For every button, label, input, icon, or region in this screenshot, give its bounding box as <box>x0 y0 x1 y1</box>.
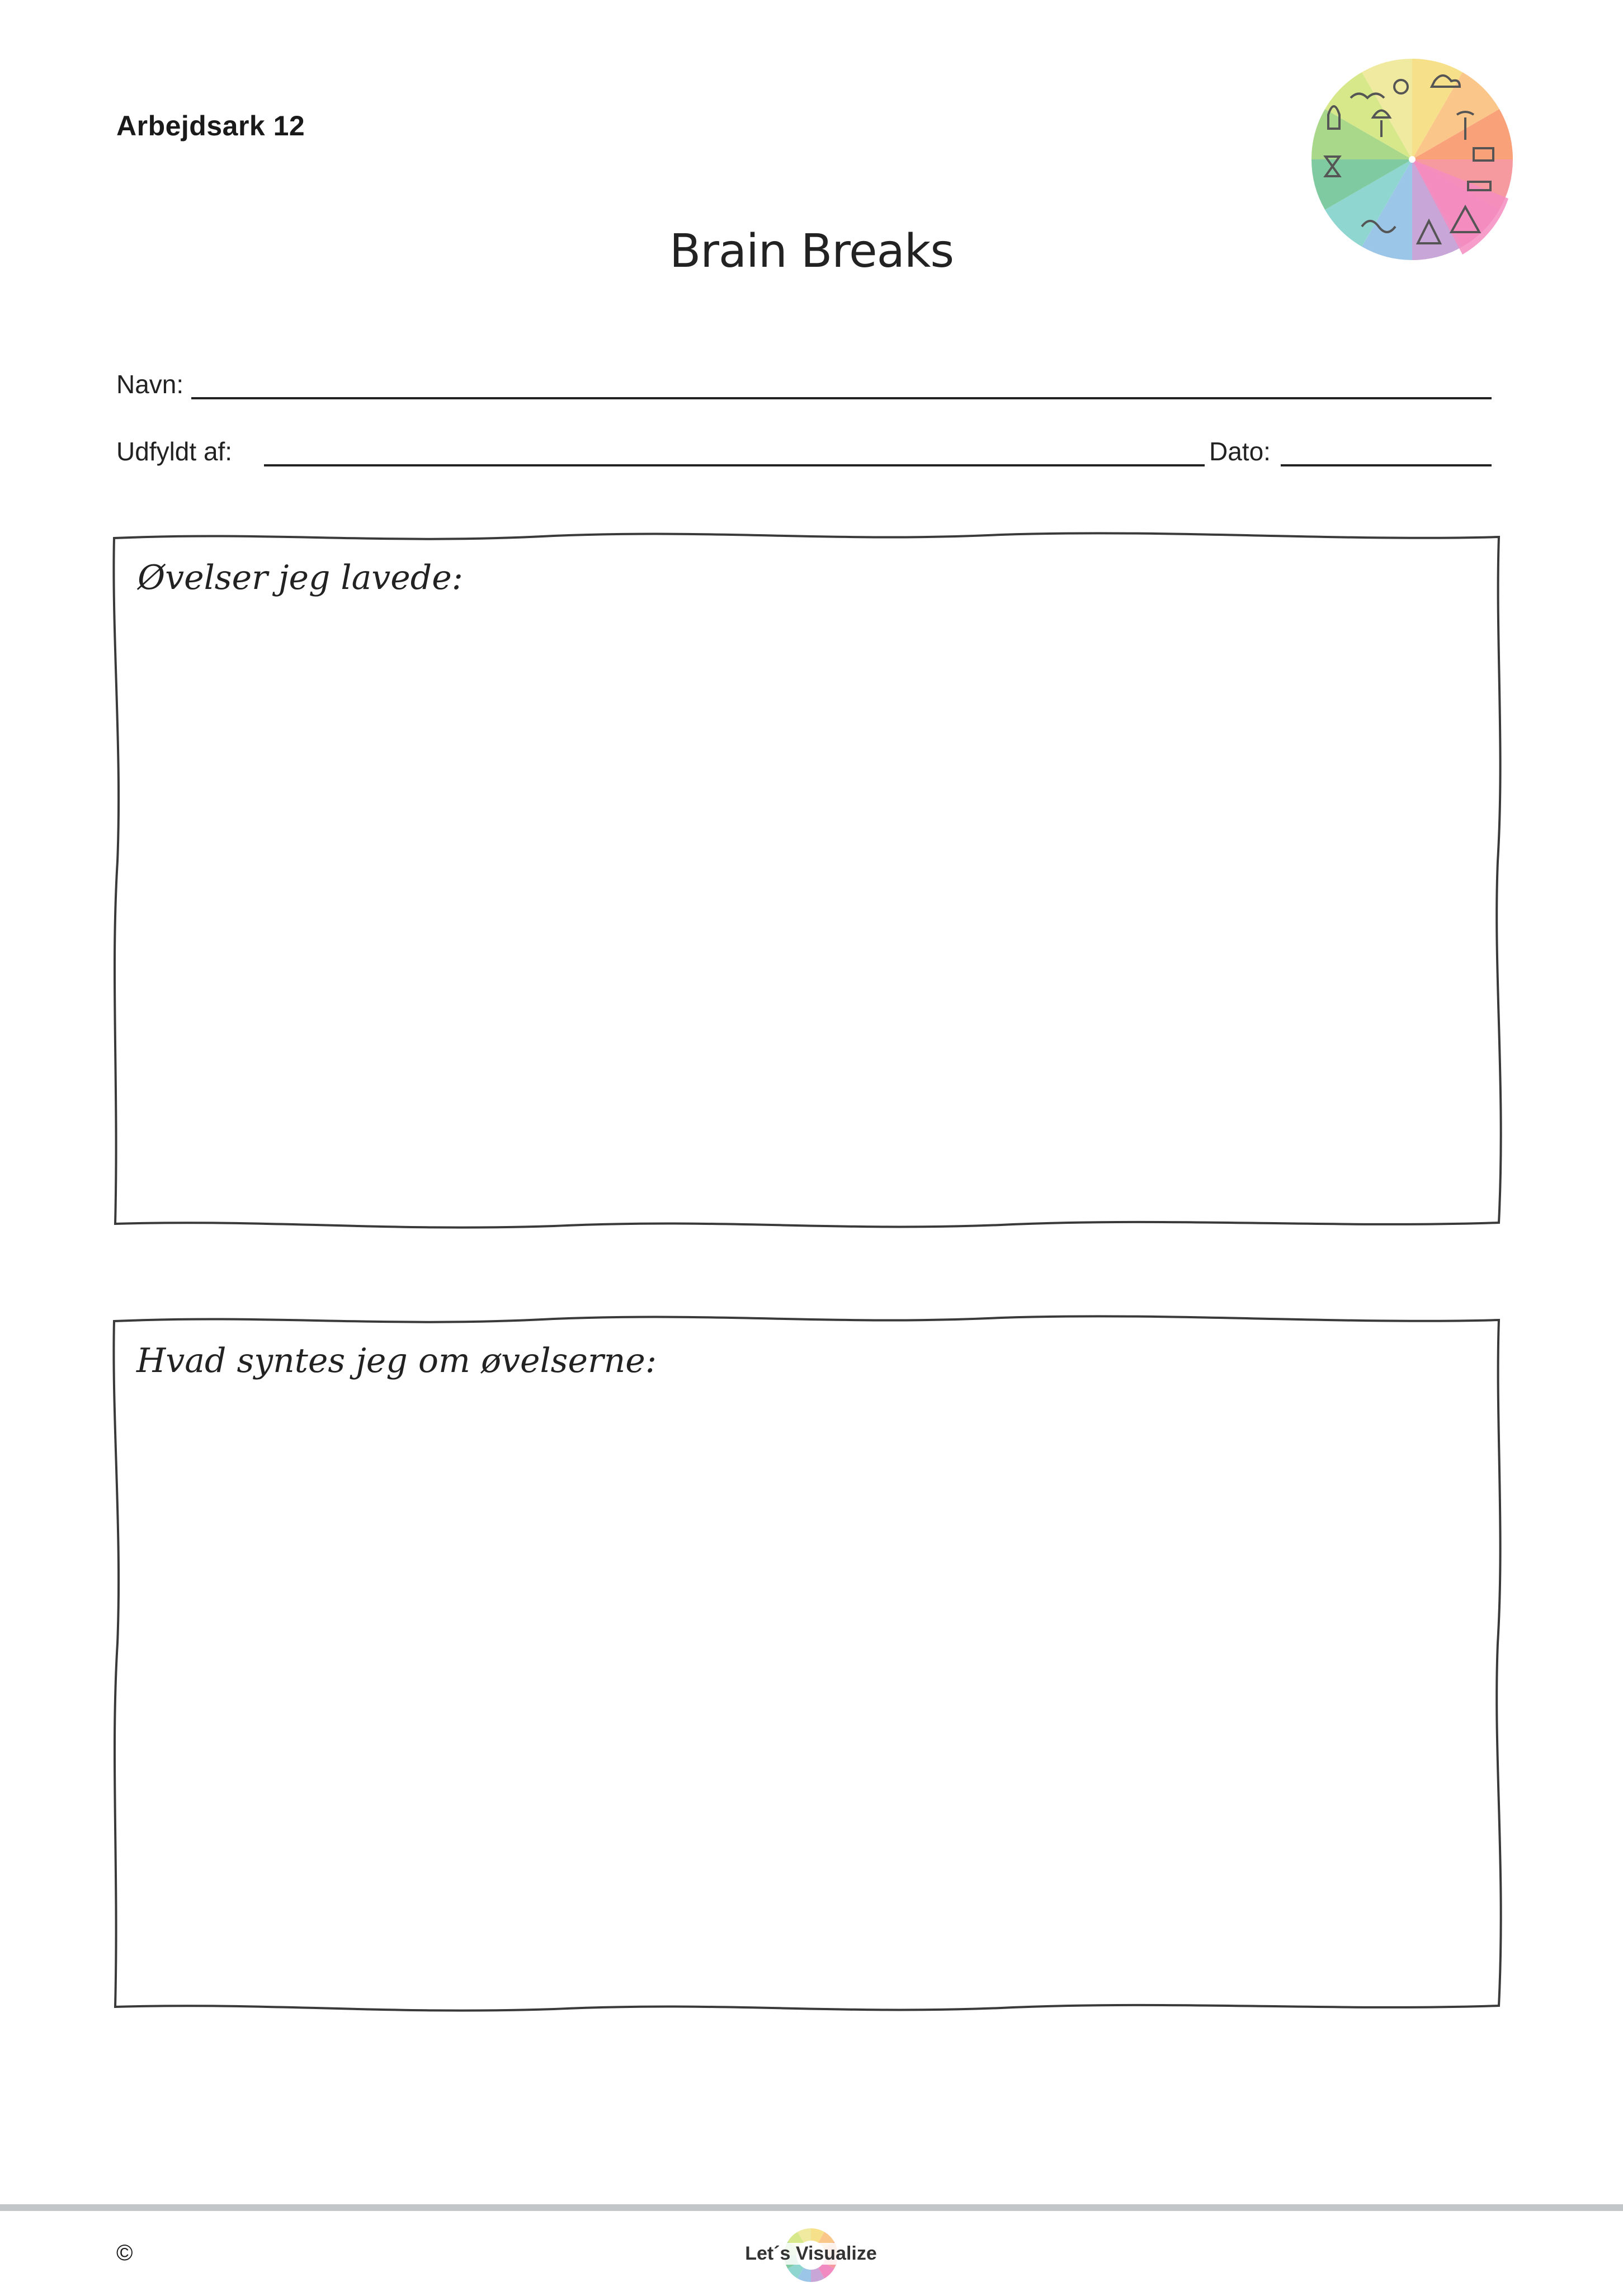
opinion-box[interactable] <box>106 1308 1516 2018</box>
date-input-line[interactable] <box>1281 464 1492 466</box>
name-label: Navn: <box>116 370 184 399</box>
color-wheel-logo <box>1303 56 1521 263</box>
brand-name: Let´s Visualize <box>738 2243 884 2265</box>
opinion-heading: Hvad syntes jeg om øvelserne: <box>136 1341 657 1380</box>
name-input-line[interactable] <box>191 397 1492 399</box>
worksheet-label: Arbejdsark 12 <box>116 110 305 142</box>
copyright-symbol: © <box>116 2241 133 2265</box>
filled-by-label: Udfyldt af: <box>116 437 233 466</box>
exercises-box[interactable] <box>106 526 1516 1236</box>
filled-by-input-line[interactable] <box>264 464 1205 466</box>
exercises-heading: Øvelser jeg lavede: <box>138 558 463 597</box>
date-label: Dato: <box>1209 437 1271 466</box>
page-title: Brain Breaks <box>669 225 954 278</box>
footer-divider <box>0 2204 1623 2211</box>
brand-logo <box>738 2227 884 2289</box>
